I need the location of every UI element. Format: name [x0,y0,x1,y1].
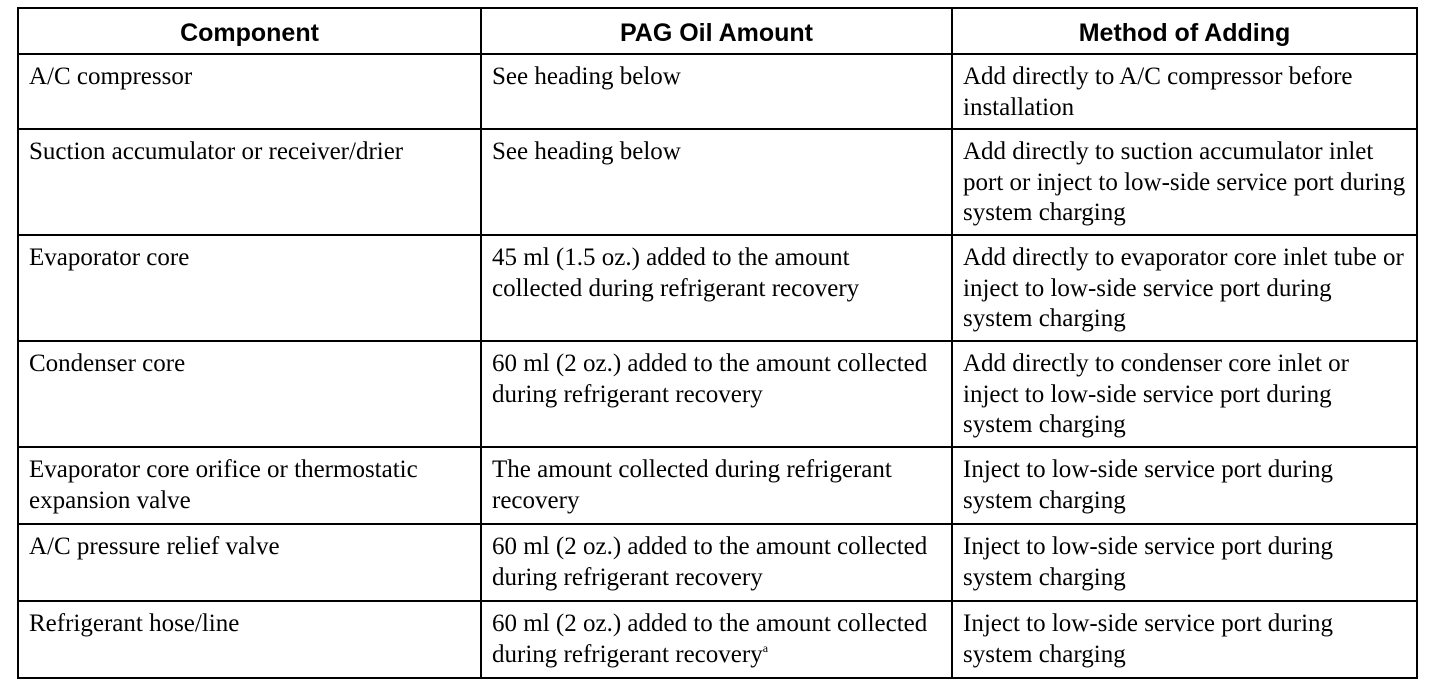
cell-method: Inject to low-side service port during system charging [952,524,1417,601]
document-page [17,7,1418,679]
cell-amount: See heading below [481,129,952,235]
cell-component: Suction accumulator or receiver/drier [18,129,481,235]
cell-amount: See heading below [481,54,952,129]
cell-amount: The amount collected during refrigerant recovery [481,447,952,524]
table-row [18,447,1417,524]
table-row [18,129,1417,235]
cell-method: Add directly to evaporator core inlet tube or inject to low-side service port during system charging [952,235,1417,341]
header-row [18,8,1417,54]
cell-method: Inject to low-side service port during system charging [952,601,1417,678]
table-body [18,54,1417,678]
cell-method: Add directly to A/C compressor before installation [952,54,1417,129]
header-component: Component [18,8,481,54]
cell-method: Add directly to condenser core inlet or inject to low-side service port during system charging [952,341,1417,447]
cell-component: A/C compressor [18,54,481,129]
cell-component: Evaporator core [18,235,481,341]
header-method-of-adding: Method of Adding [952,8,1417,54]
cell-amount: 60 ml (2 oz.) added to the amount collected during refrigerant recovery [481,341,952,447]
footnote-marker: a [762,640,769,655]
table-row [18,341,1417,447]
cell-method: Add directly to suction accumulator inlet port or inject to low-side service port during system charging [952,129,1417,235]
cell-component: Condenser core [18,341,481,447]
table-row [18,601,1417,678]
pag-oil-table [17,7,1418,679]
table-header [18,8,1417,54]
cell-component: Refrigerant hose/line [18,601,481,678]
cell-amount: 60 ml (2 oz.) added to the amount collected during refrigerant recovery [481,524,952,601]
table-row [18,524,1417,601]
table-row [18,54,1417,129]
cell-amount: 45 ml (1.5 oz.) added to the amount collected during refrigerant recovery [481,235,952,341]
cell-component: Evaporator core orifice or thermostatic expansion valve [18,447,481,524]
table-row [18,235,1417,341]
header-pag-oil-amount: PAG Oil Amount [481,8,952,54]
cell-method: Inject to low-side service port during system charging [952,447,1417,524]
cell-amount [481,601,952,678]
cell-component: A/C pressure relief valve [18,524,481,601]
cell-amount-text: 60 ml (2 oz.) added to the amount collected during refrigerant recovery [492,610,928,668]
